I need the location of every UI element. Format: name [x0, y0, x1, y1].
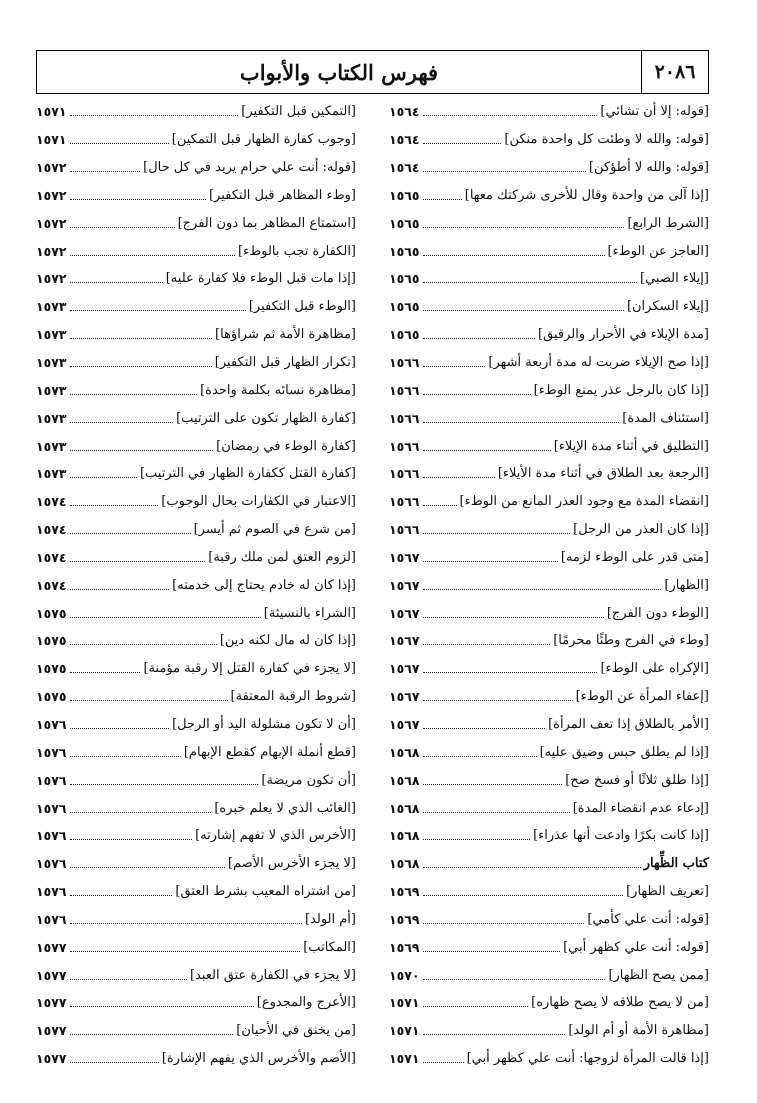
entry-page-number: ١٥٧٧	[36, 967, 67, 983]
entry-title: [قطع أنملة الإبهام كقطع الإبهام]	[183, 744, 356, 760]
dot-leader	[423, 634, 551, 645]
dot-leader	[70, 105, 239, 116]
entry-title: [انقضاء المدة مع وجود العذر المانع من الوطء]	[459, 494, 709, 510]
entry-page-number: ١٥٧٠	[389, 967, 420, 983]
entry-page-number: ١٥٦٨	[389, 772, 420, 788]
entry-page-number: ١٥٦٧	[389, 577, 420, 593]
index-entry	[389, 376, 709, 404]
entry-page-number: ١٥٧٣	[36, 299, 67, 315]
entry-page-number: ١٥٦٧	[389, 689, 420, 705]
index-entry	[36, 98, 356, 126]
entry-page-number: ١٥٧٤	[36, 494, 67, 510]
entry-page-number: ١٥٦٨	[389, 856, 420, 872]
index-entry	[389, 293, 709, 321]
index-entry	[36, 794, 356, 822]
entry-title: [وطء في الفرج وطئًا محرمًا]	[553, 633, 709, 649]
dot-leader	[423, 579, 662, 590]
index-entry	[36, 349, 356, 377]
entry-page-number: ١٥٦٥	[389, 215, 420, 231]
entry-title: [قوله: والله لا أطؤكن]	[588, 160, 709, 176]
index-entry	[36, 711, 356, 739]
index-entry	[389, 850, 709, 878]
index-entry	[36, 655, 356, 683]
entry-title: [الأعرج والمجدوع]	[256, 995, 356, 1011]
entry-title: [الظهار]	[664, 577, 709, 593]
entry-title: [الرجعة بعد الطلاق في أثناء مدة الأيلاء]	[497, 466, 709, 482]
entry-title: [إذا كان له خادم يحتاج إلى خدمته]	[172, 577, 356, 593]
dot-leader	[70, 384, 198, 395]
index-entry	[389, 237, 709, 265]
entry-title: [إذا كان له مال لكنه دين]	[219, 633, 356, 649]
entry-title: [العاجز عن الوطء]	[607, 243, 709, 259]
index-column-left	[36, 98, 356, 1073]
entry-page-number: ١٥٧٢	[36, 215, 67, 231]
entry-title: [ممن يصح الظهار]	[608, 967, 709, 983]
entry-title: [إذا كان بالرجل عذر يمنع الوطء]	[533, 382, 709, 398]
dot-leader	[70, 774, 259, 785]
index-entry	[389, 126, 709, 154]
entry-page-number: ١٥٧٦	[36, 800, 67, 816]
entry-page-number: ١٥٧١	[389, 995, 420, 1011]
entry-title: [الوطء دون الفرج]	[606, 605, 709, 621]
index-entry	[36, 1017, 356, 1045]
dot-leader	[423, 941, 561, 952]
index-entry	[36, 516, 356, 544]
entry-page-number: ١٥٧٥	[36, 689, 67, 705]
index-entry	[389, 265, 709, 293]
entry-title: [كفارة القتل ككفارة الظهار في الترتيب]	[139, 466, 356, 482]
index-entry	[36, 126, 356, 154]
index-entry	[36, 460, 356, 488]
entry-title: [لا يجزء في كفارة القتل إلا رقبة مؤمنة]	[143, 661, 356, 677]
dot-leader	[70, 440, 214, 451]
dot-leader	[70, 272, 163, 283]
dot-leader	[70, 551, 206, 562]
dot-leader	[423, 412, 620, 423]
entry-page-number: ١٥٧٣	[36, 466, 67, 482]
entry-page-number: ١٥٦٤	[389, 132, 420, 148]
entry-title: [مظاهرة الأمة أو أم الولد]	[568, 1023, 709, 1039]
entry-page-number: ١٥٧٦	[36, 884, 67, 900]
entry-title: [استمتاع المظاهر بما دون الفرج]	[177, 215, 356, 231]
index-entry	[389, 933, 709, 961]
dot-leader	[423, 662, 598, 673]
entry-title: [وطء المظاهر قبل التكفير]	[208, 187, 356, 203]
entry-title: [التطليق في أثناء مدة الإيلاء]	[553, 438, 709, 454]
index-entry	[389, 599, 709, 627]
entry-page-number: ١٥٦٥	[389, 299, 420, 315]
dot-leader	[423, 857, 641, 868]
dot-leader	[423, 328, 536, 339]
index-entry	[36, 933, 356, 961]
chapter-heading: كتاب الظِّهار	[643, 856, 709, 872]
dot-leader	[423, 551, 558, 562]
entry-title: [مدة الإيلاء في الأحرار والرقيق]	[538, 327, 709, 343]
dot-leader	[70, 634, 217, 645]
entry-page-number: ١٥٧٦	[36, 772, 67, 788]
index-entry	[389, 905, 709, 933]
dot-leader	[70, 996, 254, 1007]
dot-leader	[70, 189, 206, 200]
index-entry	[36, 404, 356, 432]
index-entry	[389, 989, 709, 1017]
entry-page-number: ١٥٧١	[36, 132, 67, 148]
entry-page-number: ١٥٧٣	[36, 355, 67, 371]
index-entry	[36, 905, 356, 933]
dot-leader	[70, 746, 181, 757]
entry-title: [الوطء قبل التكفير]	[248, 299, 356, 315]
dot-leader	[70, 161, 141, 172]
entry-page-number: ١٥٧١	[389, 1023, 420, 1039]
entry-page-number: ١٥٧٥	[36, 661, 67, 677]
index-entry	[389, 209, 709, 237]
index-entry	[36, 683, 356, 711]
entry-page-number: ١٥٦٥	[389, 243, 420, 259]
entry-page-number: ١٥٦٤	[389, 160, 420, 176]
page-header	[36, 50, 709, 94]
dot-leader	[70, 941, 301, 952]
dot-leader	[423, 802, 570, 813]
entry-title: [لزوم العتق لمن ملك رقبة]	[208, 549, 356, 565]
page-title: فهرس الكتاب والأبواب	[239, 59, 439, 85]
entry-title: [من شرع في الصوم ثم أيسر]	[193, 522, 356, 538]
dot-leader	[70, 885, 173, 896]
dot-leader	[70, 412, 174, 423]
dot-leader	[423, 523, 571, 534]
index-entry	[389, 655, 709, 683]
index-entry	[389, 822, 709, 850]
dot-leader	[423, 161, 586, 172]
entry-page-number: ١٥٧٤	[36, 549, 67, 565]
index-entry	[36, 544, 356, 572]
dot-leader	[70, 467, 137, 478]
index-entry	[389, 404, 709, 432]
index-entry	[36, 571, 356, 599]
entry-title: [أن تكون مريضة]	[261, 772, 356, 788]
index-entry	[389, 349, 709, 377]
entry-page-number: ١٥٦٥	[389, 187, 420, 203]
entry-title: [إذا كان العذر من الرجل]	[573, 522, 709, 538]
index-entry	[389, 878, 709, 906]
index-entry	[36, 989, 356, 1017]
entry-title: [وجوب كفارة الظهار قبل التمكين]	[171, 132, 356, 148]
entry-page-number: ١٥٧٧	[36, 939, 67, 955]
index-entry	[36, 878, 356, 906]
entry-title: [إذا مات قبل الوطء فلا كفارة عليه]	[165, 271, 356, 287]
entry-page-number: ١٥٧٤	[36, 577, 67, 593]
index-entry	[36, 627, 356, 655]
index-entry	[36, 961, 356, 989]
dot-leader	[423, 885, 624, 896]
dot-leader	[70, 133, 169, 144]
entry-title: [إيلاء السكران]	[626, 299, 709, 315]
entry-title: [التمكين قبل التكفير]	[241, 104, 356, 120]
page-number: ٢٠٨٦	[641, 51, 708, 93]
entry-title: [تكرار الظهار قبل التكفير]	[214, 355, 356, 371]
dot-leader	[423, 1024, 566, 1035]
dot-leader	[423, 217, 625, 228]
index-entry	[389, 460, 709, 488]
dot-leader	[70, 662, 141, 673]
index-entry	[36, 293, 356, 321]
entry-title: [إذا قالت المرأة لزوجها: أنت علي كظهر أبي]	[466, 1051, 709, 1067]
index-column-right	[389, 98, 709, 1073]
entry-title: [الشراء بالنسيئة]	[263, 605, 356, 621]
index-entry	[36, 738, 356, 766]
entry-page-number: ١٥٧٧	[36, 995, 67, 1011]
entry-title: [تعريف الظهار]	[626, 884, 709, 900]
index-entry	[36, 237, 356, 265]
entry-page-number: ١٥٦٤	[389, 104, 420, 120]
entry-title: [الأمر بالطلاق إذا تعف المرأة]	[548, 716, 709, 732]
index-entry	[36, 182, 356, 210]
dot-leader	[423, 690, 573, 701]
entry-title: [شروط الرقبة المعتقة]	[230, 689, 356, 705]
entry-title: [الكفارة تجب بالوطء]	[238, 243, 356, 259]
dot-leader	[423, 969, 606, 980]
entry-title: [استئناف المدة]	[622, 410, 709, 426]
dot-leader	[423, 272, 637, 283]
index-entry	[389, 432, 709, 460]
entry-page-number: ١٥٦٧	[389, 549, 420, 565]
index-columns	[36, 98, 709, 1073]
index-entry	[389, 154, 709, 182]
entry-page-number: ١٥٧٢	[36, 243, 67, 259]
dot-leader	[70, 607, 261, 618]
dot-leader	[70, 523, 191, 534]
index-entry	[389, 488, 709, 516]
entry-title: [إيلاء الصبي]	[640, 271, 709, 287]
entry-title: [الأصم والأخرس الذي يفهم الإشارة]	[161, 1051, 356, 1067]
entry-page-number: ١٥٧١	[36, 104, 67, 120]
dot-leader	[423, 746, 537, 757]
index-entry	[36, 850, 356, 878]
index-entry	[389, 98, 709, 126]
index-entry	[36, 766, 356, 794]
entry-title: [من لا يصح طلاقه لا يصح ظهاره]	[531, 995, 709, 1011]
entry-page-number: ١٥٦٧	[389, 716, 420, 732]
dot-leader	[70, 217, 175, 228]
entry-page-number: ١٥٦٥	[389, 271, 420, 287]
entry-page-number: ١٥٧٧	[36, 1051, 67, 1067]
entry-page-number: ١٥٦٨	[389, 744, 420, 760]
entry-title: [الاعتبار في الكفارات بحال الوجوب]	[161, 494, 356, 510]
entry-title: [الأخرس الذي لا تفهم إشارته]	[195, 828, 356, 844]
index-entry	[36, 488, 356, 516]
entry-page-number: ١٥٧٤	[36, 522, 67, 538]
dot-leader	[70, 1024, 234, 1035]
entry-page-number: ١٥٦٦	[389, 522, 420, 538]
entry-title: [مظاهرة الأمة ثم شراؤها]	[215, 327, 356, 343]
index-entry	[389, 1017, 709, 1045]
index-entry	[389, 321, 709, 349]
index-entry	[389, 544, 709, 572]
entry-title: [الإكراه على الوطء]	[600, 661, 709, 677]
entry-page-number: ١٥٦٦	[389, 382, 420, 398]
dot-leader	[423, 245, 605, 256]
dot-leader	[70, 245, 236, 256]
entry-title: [إذا طلق ثلاثًا أو فسخ صح]	[565, 772, 709, 788]
dot-leader	[70, 328, 213, 339]
entry-page-number: ١٥٦٦	[389, 438, 420, 454]
entry-title: [الغائب الذي لا يعلم خبره]	[214, 800, 356, 816]
index-entry	[36, 321, 356, 349]
dot-leader	[70, 829, 193, 840]
entry-title: [قوله: والله لا وطئت كل واحدة منكن]	[504, 132, 709, 148]
index-entry	[389, 794, 709, 822]
entry-title: [إدعاء عدم انقضاء المدة]	[572, 800, 709, 816]
index-entry	[389, 1045, 709, 1073]
dot-leader	[70, 857, 225, 868]
dot-leader	[70, 495, 159, 506]
index-entry	[36, 599, 356, 627]
index-entry	[389, 738, 709, 766]
index-entry	[36, 154, 356, 182]
entry-page-number: ١٥٧٦	[36, 716, 67, 732]
index-entry	[389, 182, 709, 210]
entry-page-number: ١٥٧٣	[36, 382, 67, 398]
entry-page-number: ١٥٦٦	[389, 355, 420, 371]
entry-title: [إعفاء المرأة عن الوطء]	[575, 689, 709, 705]
entry-title: [إذا كانت بكرًا وادعت أنها عذراء]	[533, 828, 709, 844]
entry-title: [من اشتراه المعيب بشرط العتق]	[175, 884, 356, 900]
dot-leader	[423, 607, 604, 618]
dot-leader	[423, 356, 486, 367]
dot-leader	[70, 690, 228, 701]
entry-page-number: ١٥٧١	[389, 1051, 420, 1067]
entry-title: [كفارة الوطء في رمضان]	[216, 438, 356, 454]
dot-leader	[70, 1052, 159, 1063]
dot-leader	[423, 1052, 464, 1063]
dot-leader	[423, 495, 457, 506]
entry-title: [أم الولد]	[304, 911, 356, 927]
entry-page-number: ١٥٧٥	[36, 605, 67, 621]
dot-leader	[423, 133, 502, 144]
dot-leader	[423, 718, 546, 729]
index-entry	[36, 432, 356, 460]
index-entry	[36, 209, 356, 237]
entry-title: [لا يجزء في الكفارة عتق العبد]	[189, 967, 356, 983]
entry-page-number: ١٥٦٥	[389, 327, 420, 343]
index-entry	[36, 822, 356, 850]
entry-title: [إذا صح الإيلاء ضربت له مدة أربعة أشهر]	[488, 355, 709, 371]
entry-page-number: ١٥٧٣	[36, 438, 67, 454]
entry-page-number: ١٥٧٦	[36, 911, 67, 927]
dot-leader	[70, 969, 187, 980]
dot-leader	[70, 356, 212, 367]
entry-title: [إذا آلى من واحدة وقال للأخرى شركتك معها]	[464, 187, 709, 203]
entry-page-number: ١٥٦٦	[389, 410, 420, 426]
entry-page-number: ١٥٦٦	[389, 466, 420, 482]
dot-leader	[70, 802, 212, 813]
entry-page-number: ١٥٦٧	[389, 605, 420, 621]
entry-title: [من يخنق في الأحيان]	[236, 1023, 356, 1039]
entry-page-number: ١٥٦٧	[389, 661, 420, 677]
entry-page-number: ١٥٧٣	[36, 327, 67, 343]
entry-page-number: ١٥٧٣	[36, 410, 67, 426]
index-entry	[36, 1045, 356, 1073]
index-entry	[389, 766, 709, 794]
entry-page-number: ١٥٧٥	[36, 633, 67, 649]
dot-leader	[423, 467, 495, 478]
entry-page-number: ١٥٧٢	[36, 187, 67, 203]
entry-title: [قوله: أنت علي كأمي]	[587, 911, 709, 927]
dot-leader	[70, 718, 170, 729]
index-entry	[389, 711, 709, 739]
entry-page-number: ١٥٦٩	[389, 911, 420, 927]
entry-page-number: ١٥٦٨	[389, 800, 420, 816]
dot-leader	[70, 579, 170, 590]
dot-leader	[70, 300, 246, 311]
dot-leader	[423, 829, 531, 840]
index-entry	[36, 376, 356, 404]
entry-title: [قوله: إلا أن تشائي]	[600, 104, 709, 120]
index-entry	[389, 516, 709, 544]
entry-page-number: ١٥٦٩	[389, 939, 420, 955]
dot-leader	[423, 189, 462, 200]
entry-page-number: ١٥٧٢	[36, 160, 67, 176]
entry-title: [لا يجزء الأخرس الأصم]	[227, 856, 356, 872]
entry-title: [كفارة الظهار تكون على الترتيب]	[176, 410, 356, 426]
dot-leader	[423, 440, 551, 451]
entry-title: [قوله: أنت علي حرام يريد في كل حال]	[143, 160, 356, 176]
dot-leader	[70, 913, 302, 924]
entry-page-number: ١٥٦٩	[389, 884, 420, 900]
entry-page-number: ١٥٦٨	[389, 828, 420, 844]
dot-leader	[423, 105, 598, 116]
index-entry	[389, 961, 709, 989]
entry-page-number: ١٥٧٦	[36, 856, 67, 872]
entry-title: [إذا لم يطلق حبس وضيق عليه]	[539, 744, 709, 760]
dot-leader	[423, 996, 529, 1007]
index-entry	[389, 627, 709, 655]
index-entry	[389, 683, 709, 711]
entry-title: [قوله: أنت علي كظهر أبي]	[563, 939, 709, 955]
index-entry	[389, 571, 709, 599]
dot-leader	[423, 384, 531, 395]
dot-leader	[423, 300, 624, 311]
index-entry	[36, 265, 356, 293]
entry-title: [مظاهرة نسائه بكلمة واحدة]	[200, 382, 356, 398]
entry-page-number: ١٥٦٦	[389, 494, 420, 510]
entry-page-number: ١٥٦٧	[389, 633, 420, 649]
entry-title: [متى قدر على الوطء لزمه]	[560, 549, 709, 565]
entry-title: [أن لا تكون مشلولة اليد أو الرجل]	[172, 716, 356, 732]
dot-leader	[423, 913, 585, 924]
entry-page-number: ١٥٧٦	[36, 744, 67, 760]
entry-page-number: ١٥٧٧	[36, 1023, 67, 1039]
entry-page-number: ١٥٧٢	[36, 271, 67, 287]
dot-leader	[423, 774, 563, 785]
entry-title: [المكاتب]	[303, 939, 356, 955]
entry-title: [الشرط الرابع]	[627, 215, 709, 231]
entry-page-number: ١٥٧٦	[36, 828, 67, 844]
